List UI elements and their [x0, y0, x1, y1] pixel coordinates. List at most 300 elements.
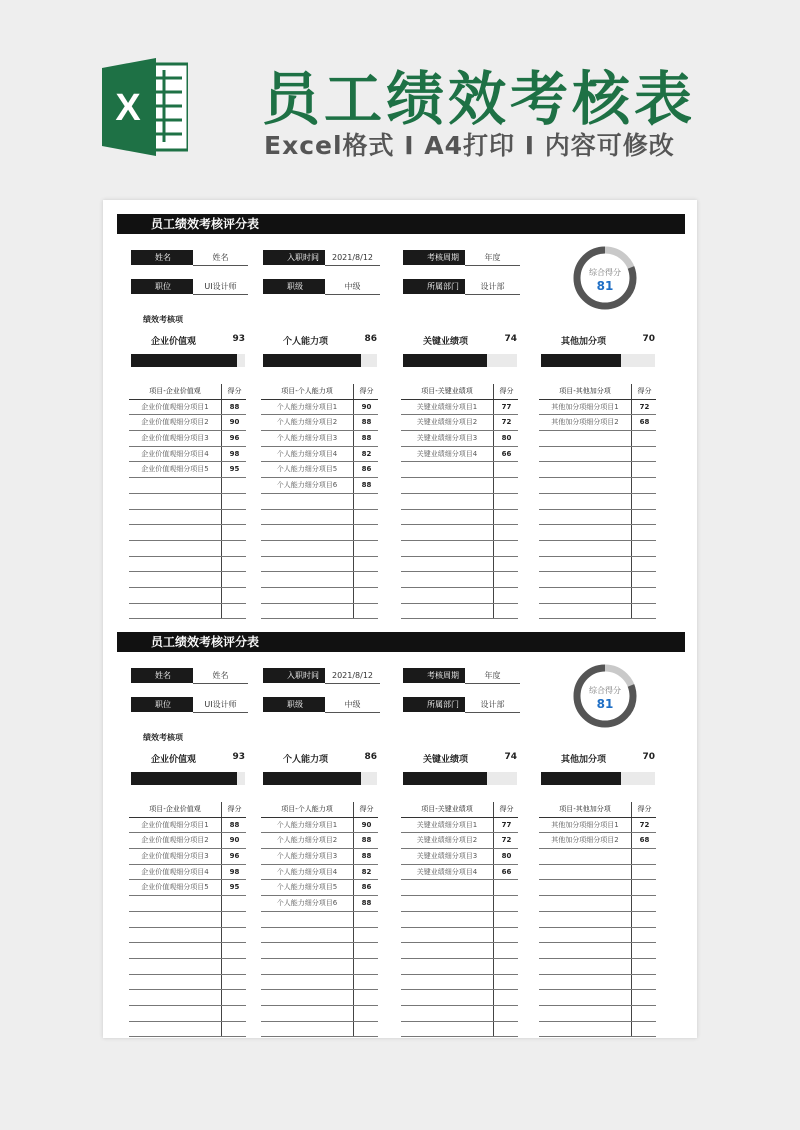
table-row[interactable] [401, 415, 518, 431]
row-score [493, 943, 519, 958]
table-row[interactable] [261, 880, 378, 896]
table-row[interactable] [261, 478, 378, 494]
table-row[interactable] [261, 400, 378, 416]
table-row[interactable] [539, 912, 656, 928]
table-row[interactable] [401, 912, 518, 928]
table-row[interactable] [129, 1022, 246, 1038]
row-item: 关键业绩细分项目2 [416, 418, 478, 427]
table-row[interactable] [261, 1022, 378, 1038]
category-table [401, 384, 518, 619]
table-row[interactable] [261, 415, 378, 431]
field-label: 入职时间 [263, 668, 325, 683]
category-score: 74 [504, 334, 517, 344]
table-row[interactable] [401, 990, 518, 1006]
row-item: 其他加分项细分项目2 [551, 836, 619, 845]
table-row[interactable] [539, 1022, 656, 1038]
row-score [221, 588, 247, 603]
row-score [631, 541, 657, 556]
table-row[interactable] [401, 943, 518, 959]
table-row[interactable] [539, 462, 656, 478]
category-score: 93 [232, 752, 245, 762]
row-item: 企业价值观细分项目5 [141, 883, 209, 892]
row-score [631, 1006, 657, 1021]
category-progress-fill [263, 354, 361, 367]
page-header [0, 0, 800, 190]
table-header-score: 得分 [493, 384, 519, 399]
total-score-label: 综合得分 [589, 686, 621, 695]
row-item: 其他加分项细分项目2 [551, 418, 619, 427]
row-score [221, 959, 247, 974]
row-score [493, 572, 519, 587]
category-table [401, 802, 518, 1037]
category-progress-fill [403, 354, 487, 367]
category-score: 70 [642, 334, 655, 344]
table-row[interactable] [539, 880, 656, 896]
table-row[interactable] [261, 494, 378, 510]
table-row[interactable] [401, 865, 518, 881]
row-score: 66 [493, 865, 519, 880]
row-item: 企业价值观细分项目1 [141, 402, 209, 411]
table-row[interactable] [129, 896, 246, 912]
table-row[interactable] [401, 1022, 518, 1038]
row-score: 96 [221, 849, 247, 864]
table-row[interactable] [129, 604, 246, 620]
table-header-row [539, 384, 656, 400]
row-score [353, 604, 379, 619]
row-score [493, 975, 519, 990]
row-score [353, 928, 379, 943]
table-row[interactable] [539, 849, 656, 865]
field-label: 姓名 [131, 668, 193, 683]
row-item: 企业价值观细分项目2 [141, 418, 209, 427]
table-header-item: 项目-其他加分项 [559, 387, 611, 395]
category-progress-fill [541, 354, 621, 367]
row-score: 68 [631, 833, 657, 848]
category-progress-bar [131, 772, 245, 785]
row-score [631, 431, 657, 446]
table-row[interactable] [401, 896, 518, 912]
row-score [353, 541, 379, 556]
table-row[interactable] [539, 447, 656, 463]
table-row[interactable] [401, 975, 518, 991]
table-row[interactable] [129, 849, 246, 865]
row-item: 关键业绩细分项目3 [416, 852, 478, 861]
table-row[interactable] [401, 557, 518, 573]
table-header-item: 项目-企业价值观 [149, 805, 201, 813]
row-score [631, 494, 657, 509]
table-row[interactable] [261, 462, 378, 478]
table-row[interactable] [539, 818, 656, 834]
table-row[interactable] [539, 478, 656, 494]
table-row[interactable] [539, 415, 656, 431]
row-score [631, 849, 657, 864]
table-row[interactable] [261, 865, 378, 881]
row-item: 个人能力细分项目3 [276, 434, 338, 443]
table-row[interactable] [129, 943, 246, 959]
field-value[interactable]: 2021/8/12 [325, 668, 380, 684]
row-score [221, 478, 247, 493]
category-name: 其他加分项 [561, 755, 607, 765]
field-value[interactable]: 姓名 [193, 250, 248, 266]
table-row[interactable] [539, 896, 656, 912]
row-score: 82 [353, 447, 379, 462]
row-item: 企业价值观细分项目1 [141, 820, 209, 829]
table-row[interactable] [129, 833, 246, 849]
row-score: 72 [631, 400, 657, 415]
row-item: 关键业绩细分项目1 [416, 820, 478, 829]
row-item: 企业价值观细分项目3 [141, 434, 209, 443]
table-row[interactable] [261, 541, 378, 557]
category-score: 70 [642, 752, 655, 762]
category-name: 个人能力项 [283, 755, 329, 765]
table-row[interactable] [129, 912, 246, 928]
table-header-score: 得分 [631, 384, 657, 399]
row-score: 82 [353, 865, 379, 880]
table-header-row [261, 384, 378, 400]
row-score [493, 1006, 519, 1021]
category-score: 86 [364, 334, 377, 344]
table-row[interactable] [539, 557, 656, 573]
table-header-score: 得分 [631, 802, 657, 817]
table-row[interactable] [401, 431, 518, 447]
table-row[interactable] [401, 541, 518, 557]
row-item: 企业价值观细分项目3 [141, 852, 209, 861]
row-score [353, 990, 379, 1005]
table-header-score: 得分 [353, 802, 379, 817]
table-row[interactable] [129, 928, 246, 944]
table-row[interactable] [129, 541, 246, 557]
field-label: 考核周期 [403, 250, 465, 265]
row-score [353, 1022, 379, 1037]
category-progress-fill [403, 772, 487, 785]
row-item: 企业价值观细分项目4 [141, 449, 209, 458]
table-row[interactable] [539, 572, 656, 588]
field-value[interactable]: 姓名 [193, 668, 248, 684]
row-score [493, 510, 519, 525]
category-score: 93 [232, 334, 245, 344]
table-row[interactable] [129, 510, 246, 526]
table-row[interactable] [261, 896, 378, 912]
field-label: 职位 [131, 697, 193, 712]
row-score: 72 [493, 415, 519, 430]
category-progress-fill [131, 772, 237, 785]
field-label: 所属部门 [403, 279, 465, 294]
table-header-row [539, 802, 656, 818]
row-item: 企业价值观细分项目2 [141, 836, 209, 845]
table-header-item: 项目-企业价值观 [149, 387, 201, 395]
sheet-title: 员工绩效考核评分表 [151, 635, 260, 649]
table-row[interactable] [261, 572, 378, 588]
row-score: 95 [221, 880, 247, 895]
field-value[interactable]: 年度 [465, 250, 520, 266]
table-row[interactable] [539, 588, 656, 604]
row-score [493, 604, 519, 619]
table-row[interactable] [401, 604, 518, 620]
table-row[interactable] [129, 525, 246, 541]
row-score: 95 [221, 462, 247, 477]
row-score: 90 [221, 415, 247, 430]
total-score-value: 81 [596, 279, 614, 293]
table-row[interactable] [539, 494, 656, 510]
row-score [631, 557, 657, 572]
table-row[interactable] [539, 975, 656, 991]
row-score: 77 [493, 400, 519, 415]
table-row[interactable] [261, 557, 378, 573]
page-title: 员工绩效考核表 [262, 65, 697, 133]
table-row[interactable] [129, 818, 246, 834]
table-row[interactable] [129, 880, 246, 896]
table-row[interactable] [129, 572, 246, 588]
table-row[interactable] [261, 818, 378, 834]
table-header-score: 得分 [221, 384, 247, 399]
category-table [261, 802, 378, 1037]
row-score [631, 1022, 657, 1037]
row-score: 86 [353, 462, 379, 477]
category-progress-bar [403, 772, 517, 785]
table-row[interactable] [401, 588, 518, 604]
field-value[interactable]: 2021/8/12 [325, 250, 380, 266]
table-row[interactable] [539, 510, 656, 526]
row-score: 90 [353, 400, 379, 415]
row-score [353, 912, 379, 927]
category-progress-bar [541, 772, 655, 785]
category-name: 关键业绩项 [423, 337, 469, 347]
table-row[interactable] [129, 588, 246, 604]
field-value[interactable]: 年度 [465, 668, 520, 684]
sheet-title-bar [117, 632, 685, 652]
category-progress-fill [263, 772, 361, 785]
table-row[interactable] [129, 865, 246, 881]
row-score [493, 462, 519, 477]
table-row[interactable] [401, 928, 518, 944]
total-score-value: 81 [596, 697, 614, 711]
table-row[interactable] [401, 510, 518, 526]
row-score: 88 [221, 818, 247, 833]
table-header-row [129, 384, 246, 400]
row-score [221, 990, 247, 1005]
field-value[interactable]: UI设计师 [193, 279, 248, 295]
row-score [493, 912, 519, 927]
table-row[interactable] [129, 990, 246, 1006]
table-row[interactable] [401, 478, 518, 494]
row-score: 88 [353, 478, 379, 493]
table-header-row [261, 802, 378, 818]
table-header-item: 项目-其他加分项 [559, 805, 611, 813]
row-score: 88 [221, 400, 247, 415]
table-row[interactable] [539, 431, 656, 447]
row-item: 个人能力细分项目5 [276, 465, 338, 474]
field-value[interactable]: UI设计师 [193, 697, 248, 713]
table-row[interactable] [539, 604, 656, 620]
row-item: 其他加分项细分项目1 [551, 402, 619, 411]
table-row[interactable] [261, 959, 378, 975]
table-row[interactable] [261, 431, 378, 447]
table-row[interactable] [401, 447, 518, 463]
row-score [631, 572, 657, 587]
row-score [493, 990, 519, 1005]
row-score [493, 1022, 519, 1037]
row-score [631, 943, 657, 958]
row-score: 86 [353, 880, 379, 895]
field-label: 职级 [263, 697, 325, 712]
row-score: 98 [221, 865, 247, 880]
field-value[interactable]: 设计部 [465, 279, 520, 295]
table-row[interactable] [261, 849, 378, 865]
category-name: 其他加分项 [561, 337, 607, 347]
table-row[interactable] [401, 959, 518, 975]
table-row[interactable] [261, 447, 378, 463]
table-row[interactable] [129, 1006, 246, 1022]
row-item: 个人能力细分项目5 [276, 883, 338, 892]
excel-logo-icon [102, 58, 188, 156]
row-item: 关键业绩细分项目1 [416, 402, 478, 411]
total-score-donut [569, 242, 641, 314]
row-score [221, 510, 247, 525]
category-table [129, 802, 246, 1037]
paper-sheet [103, 200, 697, 1038]
row-score [353, 557, 379, 572]
category-name: 个人能力项 [283, 337, 329, 347]
category-progress-bar [403, 354, 517, 367]
row-score [631, 447, 657, 462]
table-row[interactable] [401, 494, 518, 510]
row-score [631, 912, 657, 927]
row-score: 80 [493, 431, 519, 446]
table-row[interactable] [261, 604, 378, 620]
table-row[interactable] [129, 415, 246, 431]
table-row[interactable] [539, 400, 656, 416]
row-item: 企业价值观细分项目5 [141, 465, 209, 474]
row-item: 个人能力细分项目1 [276, 820, 338, 829]
row-score [493, 928, 519, 943]
row-item: 个人能力细分项目4 [276, 867, 338, 876]
row-score [493, 478, 519, 493]
section-label: 绩效考核项 [143, 733, 183, 742]
table-row[interactable] [401, 818, 518, 834]
field-label: 职位 [131, 279, 193, 294]
row-score [631, 896, 657, 911]
field-value[interactable]: 中级 [325, 279, 380, 295]
table-row[interactable] [261, 943, 378, 959]
row-score [221, 1022, 247, 1037]
row-score [221, 541, 247, 556]
row-score [631, 525, 657, 540]
table-row[interactable] [261, 990, 378, 1006]
table-row[interactable] [261, 912, 378, 928]
category-score: 74 [504, 752, 517, 762]
table-row[interactable] [129, 478, 246, 494]
table-row[interactable] [261, 510, 378, 526]
table-header-row [401, 384, 518, 400]
table-row[interactable] [401, 849, 518, 865]
table-row[interactable] [129, 557, 246, 573]
table-row[interactable] [261, 525, 378, 541]
table-row[interactable] [129, 447, 246, 463]
row-score: 88 [353, 896, 379, 911]
table-row[interactable] [539, 990, 656, 1006]
table-row[interactable] [401, 833, 518, 849]
row-score [221, 943, 247, 958]
table-row[interactable] [539, 865, 656, 881]
table-row[interactable] [261, 833, 378, 849]
table-row[interactable] [401, 1006, 518, 1022]
row-score [493, 557, 519, 572]
row-score [353, 959, 379, 974]
row-score [221, 975, 247, 990]
row-score [493, 588, 519, 603]
table-row[interactable] [539, 541, 656, 557]
row-score: 72 [631, 818, 657, 833]
row-score [221, 494, 247, 509]
score-sheet [117, 214, 685, 606]
field-label: 入职时间 [263, 250, 325, 265]
table-row[interactable] [129, 959, 246, 975]
table-row[interactable] [539, 959, 656, 975]
table-row[interactable] [261, 975, 378, 991]
table-header-score: 得分 [353, 384, 379, 399]
table-row[interactable] [129, 494, 246, 510]
table-header-score: 得分 [221, 802, 247, 817]
table-row[interactable] [401, 462, 518, 478]
field-label: 考核周期 [403, 668, 465, 683]
row-item: 个人能力细分项目6 [276, 899, 338, 908]
row-score [631, 865, 657, 880]
table-row[interactable] [129, 400, 246, 416]
table-row[interactable] [401, 400, 518, 416]
row-score [631, 604, 657, 619]
row-score [631, 959, 657, 974]
row-score [631, 975, 657, 990]
table-row[interactable] [539, 833, 656, 849]
row-score [221, 604, 247, 619]
table-row[interactable] [539, 525, 656, 541]
table-row[interactable] [129, 462, 246, 478]
table-row[interactable] [401, 572, 518, 588]
row-score [631, 510, 657, 525]
row-score [353, 1006, 379, 1021]
page-subtitle: Excel格式 Ι A4打印 Ι 内容可修改 [264, 131, 675, 160]
row-item: 个人能力细分项目3 [276, 852, 338, 861]
table-row[interactable] [261, 588, 378, 604]
table-row[interactable] [401, 525, 518, 541]
table-row[interactable] [539, 1006, 656, 1022]
field-value[interactable]: 中级 [325, 697, 380, 713]
table-row[interactable] [129, 975, 246, 991]
total-score-donut [569, 660, 641, 732]
table-row[interactable] [401, 880, 518, 896]
section-label: 绩效考核项 [143, 315, 183, 324]
row-score: 72 [493, 833, 519, 848]
table-row[interactable] [261, 928, 378, 944]
field-value[interactable]: 设计部 [465, 697, 520, 713]
table-row[interactable] [129, 431, 246, 447]
row-score: 90 [221, 833, 247, 848]
category-table [129, 384, 246, 619]
row-item: 关键业绩细分项目3 [416, 434, 478, 443]
table-header-item: 项目-个人能力项 [281, 805, 333, 813]
row-score [353, 588, 379, 603]
row-score: 90 [353, 818, 379, 833]
table-header-score: 得分 [493, 802, 519, 817]
row-score: 88 [353, 415, 379, 430]
table-row[interactable] [539, 928, 656, 944]
excel-logo-letter: X [115, 87, 141, 129]
row-item: 个人能力细分项目4 [276, 449, 338, 458]
row-score: 66 [493, 447, 519, 462]
table-row[interactable] [539, 943, 656, 959]
table-row[interactable] [261, 1006, 378, 1022]
row-score [493, 880, 519, 895]
